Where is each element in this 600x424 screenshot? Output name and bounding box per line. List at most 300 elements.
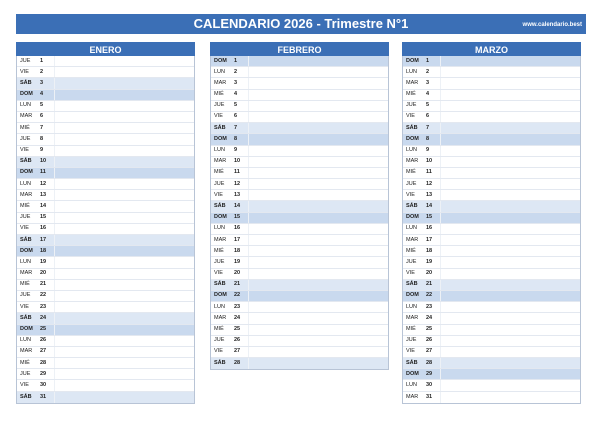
day-number: 1 [426,57,430,64]
day-row [211,269,388,280]
weekday-label: DOM [214,135,227,142]
day-number: 29 [426,370,433,377]
note-space [54,90,194,100]
note-space [440,90,580,100]
weekday-label: SÁB [20,79,32,86]
note-space [248,246,388,256]
day-row [17,347,194,358]
day-number: 22 [234,292,241,299]
weekday-label: SÁB [406,124,418,131]
day-number: 7 [426,124,430,131]
weekday-label: VIE [20,303,29,310]
day-row [403,280,580,291]
note-space [54,280,194,290]
day-number: 31 [426,393,433,400]
day-number: 18 [40,247,47,254]
note-space [440,358,580,368]
weekday-label: SÁB [406,202,418,209]
day-row [403,134,580,145]
note-space [440,336,580,346]
note-space [54,369,194,379]
day-row [403,190,580,201]
day-number: 21 [40,281,47,288]
day-row [17,101,194,112]
day-row [17,112,194,123]
note-space [54,302,194,312]
day-number: 11 [234,169,240,176]
day-number: 25 [40,326,47,332]
month-header: MARZO [402,42,581,56]
weekday-label: LUN [406,147,418,153]
day-number: 15 [40,214,47,221]
note-space [54,291,194,301]
day-row [17,56,194,67]
day-row [403,347,580,358]
weekday-label: JUE [20,370,31,377]
day-number: 9 [234,147,238,153]
day-row [403,246,580,257]
note-space [440,280,580,290]
day-row [403,224,580,235]
weekday-label: MAR [20,270,33,277]
day-number: 5 [426,102,430,109]
day-row [403,302,580,313]
weekday-label: DOM [20,91,33,98]
note-space [440,157,580,167]
day-row [211,235,388,246]
day-row [211,168,388,179]
day-number: 4 [234,91,238,98]
note-space [248,347,388,357]
weekday-label: MAR [20,191,33,198]
weekday-label: JUE [214,258,225,265]
day-row [403,123,580,134]
weekday-label: LUN [214,225,226,232]
weekday-label: MIÉ [214,91,224,98]
weekday-label: JUE [20,214,31,221]
weekday-label: DOM [214,214,227,221]
day-number: 12 [426,180,433,187]
month-column-marzo [402,42,581,404]
day-row [17,235,194,246]
day-number: 14 [234,202,241,209]
weekday-label: DOM [214,57,227,64]
day-number: 22 [40,292,47,299]
day-row [17,291,194,302]
day-row [211,291,388,302]
note-space [248,168,388,178]
note-space [440,190,580,200]
note-space [248,190,388,200]
day-row [211,213,388,224]
day-row [211,146,388,157]
day-number: 6 [426,113,430,120]
day-number: 28 [40,359,47,366]
weekday-label: SÁB [214,281,226,288]
day-row [403,358,580,369]
note-space [440,291,580,301]
day-row [17,302,194,313]
day-number: 29 [40,370,47,377]
day-number: 27 [40,348,47,355]
note-space [248,313,388,323]
note-space [440,269,580,279]
month-column-enero [16,42,195,404]
weekday-label: SÁB [406,359,418,366]
weekday-label: LUN [214,68,226,75]
note-space [248,257,388,267]
weekday-label: SÁB [20,158,32,165]
weekday-label: DOM [20,169,33,176]
note-space [440,325,580,335]
day-number: 28 [234,360,241,367]
day-number: 16 [40,225,47,232]
note-space [440,313,580,323]
day-number: 16 [426,225,433,232]
day-number: 19 [234,258,241,265]
day-row [403,56,580,67]
day-number: 14 [426,202,433,209]
note-space [440,67,580,77]
weekday-label: MAR [214,314,227,321]
day-row [17,179,194,190]
day-row [211,134,388,145]
weekday-label: SÁB [214,360,226,367]
day-row [403,146,580,157]
weekday-label: LUN [20,258,32,265]
day-row [403,269,580,280]
weekday-label: MIÉ [214,169,224,176]
weekday-label: LUN [406,68,418,75]
weekday-label: SÁB [20,314,32,321]
day-row [211,112,388,123]
weekday-label: MIÉ [406,91,416,98]
day-row [403,101,580,112]
day-row [211,280,388,291]
day-row [17,336,194,347]
day-row [17,168,194,179]
day-number: 2 [40,68,44,75]
day-row [17,224,194,235]
day-number: 26 [40,337,47,344]
note-space [248,90,388,100]
day-number: 12 [234,180,241,187]
note-space [440,101,580,111]
day-row [211,90,388,101]
weekday-label: LUN [406,225,418,232]
day-number: 5 [234,102,238,109]
note-space [54,257,194,267]
note-space [248,291,388,301]
note-space [54,246,194,256]
weekday-label: SÁB [20,236,32,243]
note-space [248,134,388,144]
site-url[interactable]: www.calendario.best [522,22,582,28]
weekday-label: VIE [20,68,29,75]
note-space [440,392,580,403]
day-row [403,90,580,101]
day-number: 26 [426,337,433,344]
note-space [54,78,194,88]
note-space [440,347,580,357]
day-row [211,78,388,89]
note-space [54,313,194,323]
weekday-label: MIÉ [214,326,224,332]
weekday-label: SÁB [214,202,226,209]
day-row [17,157,194,168]
day-number: 15 [426,214,433,221]
weekday-label: DOM [214,292,227,299]
note-space [248,123,388,133]
day-row [403,78,580,89]
weekday-label: MIÉ [20,281,30,288]
day-number: 13 [40,191,47,198]
weekday-label: VIE [20,225,29,232]
day-number: 9 [426,147,430,153]
weekday-label: MIÉ [20,202,30,209]
weekday-label: MIÉ [406,326,416,332]
note-space [440,134,580,144]
page-title: CALENDARIO 2026 - Trimestre N°1 [193,16,409,31]
weekday-label: MIÉ [406,247,416,254]
note-space [54,269,194,279]
note-space [248,179,388,189]
note-space [248,235,388,245]
note-space [440,380,580,390]
note-space [248,201,388,211]
weekday-label: MAR [20,113,33,120]
day-number: 24 [234,314,241,321]
day-row [17,213,194,224]
weekday-label: LUN [406,381,418,388]
weekday-label: JUE [214,180,225,187]
day-row [403,67,580,78]
day-row [211,358,388,369]
month-header: ENERO [16,42,195,56]
day-row [17,325,194,336]
day-row [403,336,580,347]
note-space [248,336,388,346]
day-number: 11 [426,169,432,176]
note-space [440,123,580,133]
day-row [211,347,388,358]
day-row [17,246,194,257]
note-space [440,179,580,189]
day-row [403,179,580,190]
weekday-label: JUE [406,180,417,187]
day-number: 20 [40,270,47,277]
day-number: 27 [426,348,433,355]
day-row [17,67,194,78]
day-number: 8 [40,135,44,142]
note-space [248,302,388,312]
note-space [54,224,194,234]
note-space [440,213,580,223]
weekday-label: SÁB [20,393,32,400]
day-row [17,269,194,280]
weekday-label: VIE [406,270,415,277]
day-number: 7 [234,124,238,131]
note-space [248,56,388,66]
weekday-label: JUE [406,258,417,265]
note-space [440,146,580,156]
note-space [248,269,388,279]
note-space [248,325,388,335]
day-row [17,257,194,268]
day-row [211,201,388,212]
weekday-label: MIÉ [406,169,416,176]
day-row [211,123,388,134]
weekday-label: MAR [214,158,227,165]
day-number: 12 [40,180,47,187]
day-number: 8 [426,135,430,142]
day-row [17,78,194,89]
note-space [248,101,388,111]
weekday-label: LUN [214,303,226,310]
weekday-label: DOM [406,57,419,64]
day-number: 20 [234,270,241,277]
day-number: 4 [426,91,430,98]
day-number: 23 [234,303,241,310]
day-row [403,369,580,380]
note-space [54,201,194,211]
weekday-label: VIE [406,113,415,120]
day-number: 3 [234,79,238,86]
weekday-label: VIE [406,348,415,355]
note-space [248,213,388,223]
day-number: 2 [426,68,430,75]
day-row [403,291,580,302]
day-list [402,56,581,404]
day-row [403,325,580,336]
day-number: 25 [234,326,241,332]
day-number: 19 [426,258,433,265]
weekday-label: LUN [406,303,418,310]
note-space [248,78,388,88]
day-number: 15 [234,214,241,221]
weekday-label: SÁB [214,124,226,131]
weekday-label: VIE [20,147,29,153]
day-number: 18 [426,247,433,254]
day-row [17,392,194,403]
day-number: 30 [426,381,433,388]
note-space [54,101,194,111]
note-space [440,78,580,88]
weekday-label: MIÉ [20,359,30,366]
day-row [211,190,388,201]
weekday-label: JUE [214,337,225,344]
day-row [17,146,194,157]
day-row [17,313,194,324]
note-space [440,246,580,256]
note-space [54,358,194,368]
day-row [211,257,388,268]
day-row [17,90,194,101]
weekday-label: MAR [214,236,227,243]
day-number: 14 [40,202,47,209]
note-space [54,112,194,122]
note-space [248,112,388,122]
note-space [440,224,580,234]
weekday-label: DOM [20,326,33,332]
day-number: 3 [426,79,430,86]
weekday-label: MIÉ [214,247,224,254]
day-number: 17 [426,236,433,243]
day-row [403,257,580,268]
note-space [54,213,194,223]
note-space [54,168,194,178]
day-list [210,56,389,370]
day-row [403,168,580,179]
weekday-label: MIÉ [20,124,30,131]
day-number: 21 [426,281,433,288]
weekday-label: MAR [20,348,33,355]
day-row [17,380,194,391]
day-number: 31 [40,393,47,400]
weekday-label: LUN [20,102,32,109]
day-number: 20 [426,270,433,277]
day-number: 13 [234,191,241,198]
note-space [440,369,580,379]
day-row [211,67,388,78]
day-number: 11 [40,169,46,176]
note-space [54,146,194,156]
day-row [403,157,580,168]
note-space [440,168,580,178]
day-number: 19 [40,258,47,265]
day-number: 24 [426,314,433,321]
day-row [17,190,194,201]
day-number: 23 [40,303,47,310]
day-number: 30 [40,381,47,388]
weekday-label: VIE [406,191,415,198]
day-number: 16 [234,225,241,232]
day-number: 21 [234,281,241,288]
weekday-label: MAR [406,236,419,243]
note-space [54,325,194,335]
note-space [440,302,580,312]
weekday-label: JUE [406,102,417,109]
note-space [54,347,194,357]
day-row [17,201,194,212]
note-space [248,67,388,77]
day-number: 23 [426,303,433,310]
note-space [54,235,194,245]
note-space [248,146,388,156]
day-row [211,336,388,347]
weekday-label: DOM [406,135,419,142]
note-space [54,157,194,167]
day-number: 28 [426,359,433,366]
note-space [54,380,194,390]
weekday-label: VIE [214,348,223,355]
day-number: 13 [426,191,433,198]
day-row [403,380,580,391]
month-header: FEBRERO [210,42,389,56]
note-space [440,56,580,66]
note-space [440,112,580,122]
weekday-label: MAR [406,79,419,86]
day-row [211,325,388,336]
day-row [17,134,194,145]
weekday-label: VIE [214,113,223,120]
day-row [211,302,388,313]
day-number: 18 [234,247,241,254]
day-row [17,369,194,380]
weekday-label: DOM [406,214,419,221]
day-number: 4 [40,91,44,98]
month-column-febrero [210,42,389,370]
